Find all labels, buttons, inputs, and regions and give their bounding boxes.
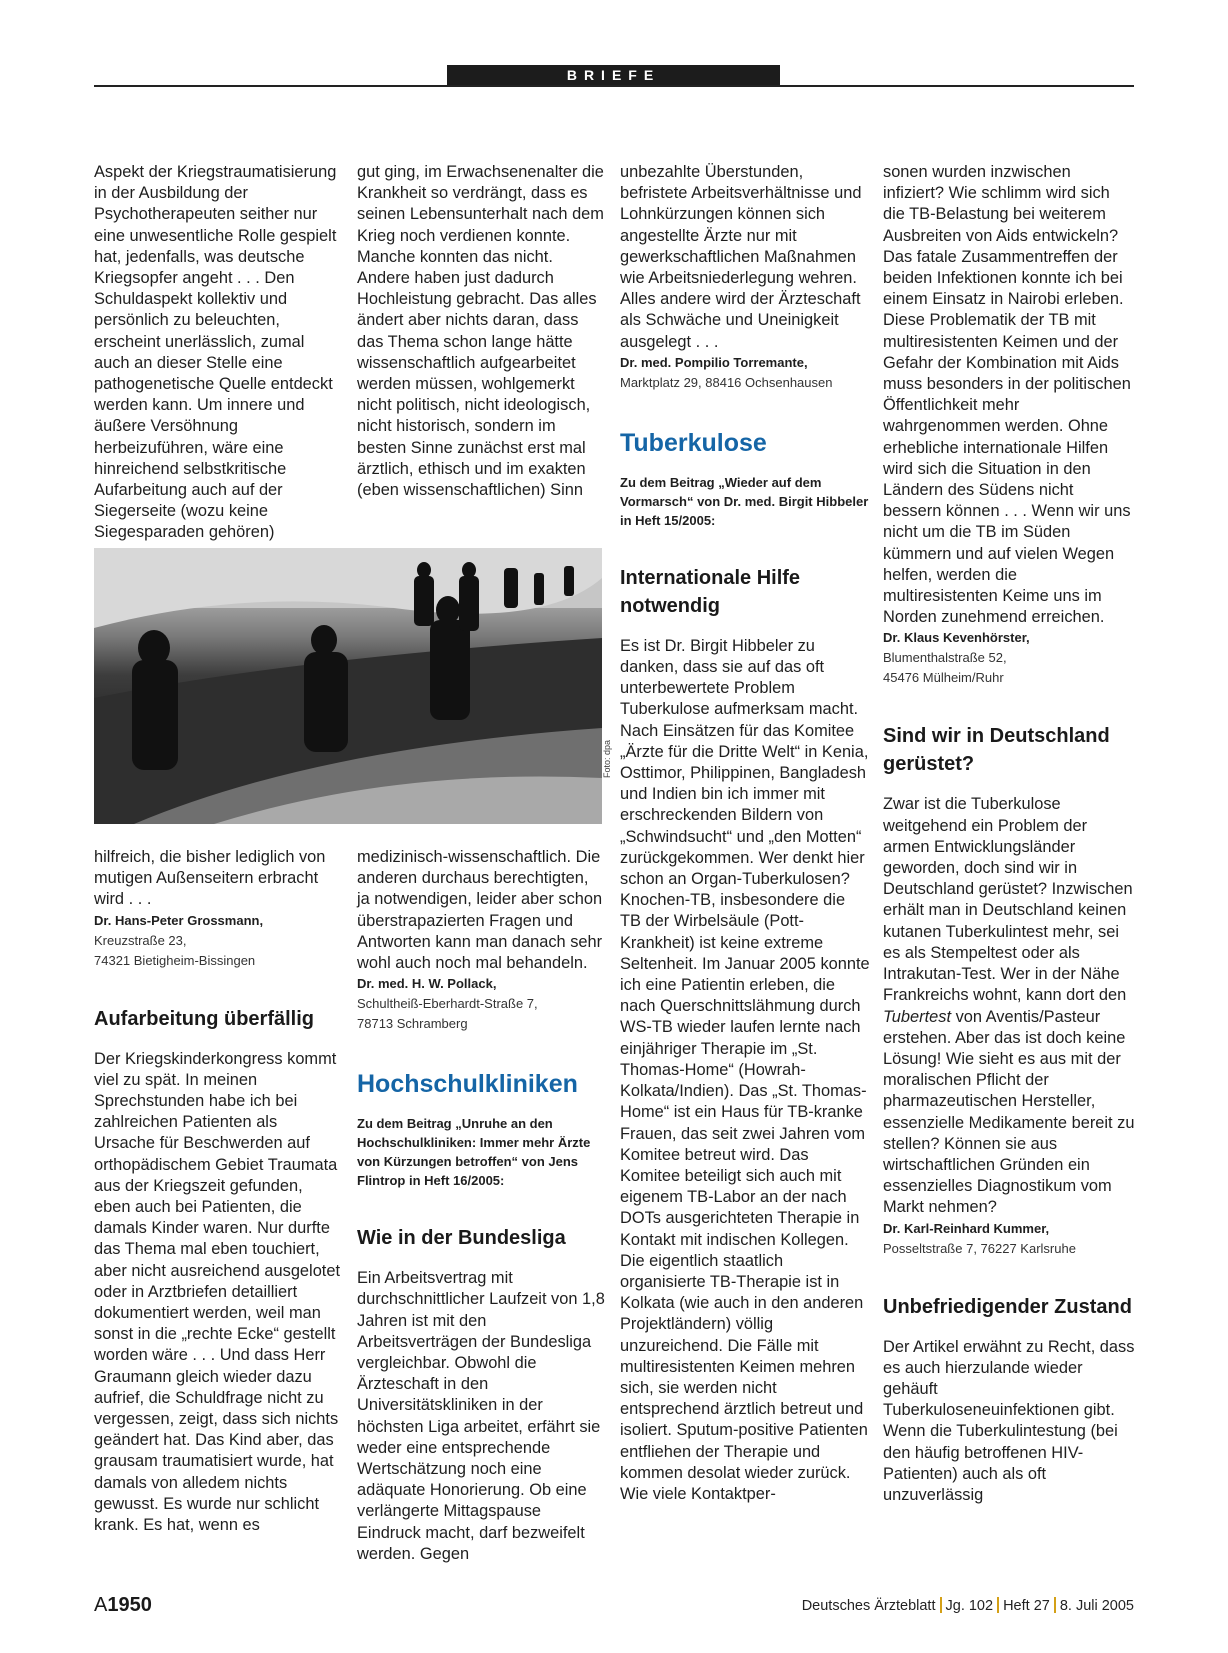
address-line: Schultheiß-Eberhardt-Straße 7, <box>357 996 538 1012</box>
journal-volume: Jg. 102 <box>945 1598 994 1614</box>
body-text: gut ging, im Erwachsenenalter die Krankheit so verdrängt, dass es seinen Lebensunterhalt nach dem Krieg noch verdienen konnte. Manche konnten das nicht. Andere haben just dadurch Hochleistung gebracht. Das alles ändert aber nichts daran, dass das Thema schon lange hätte wissenschaftlich aufgearbeitet werden müssen, wohlgemerkt nicht politisch, nicht ideologisch, nicht historisch, sondern im besten Sinne zunächst erst mal ärztlich, ethisch und im exakten (eben wissenschaftlichen) Sinn <box>357 163 604 500</box>
address-line: Blumenthalstraße 52, <box>883 650 1007 666</box>
photo-credit: Foto: dpa <box>602 739 612 778</box>
footer-separator <box>1054 1597 1056 1613</box>
footer-separator <box>940 1597 942 1613</box>
address-line: 74321 Bietigheim-Bissingen <box>94 952 256 968</box>
body-text: hilfreich, die bisher lediglich von mutigen Außenseitern erbracht wird . . . <box>94 848 326 909</box>
letter-subheading: Aufarbeitung überfällig <box>94 1007 314 1030</box>
letter-subheading: Sind wir in Deutschland gerüstet? <box>883 725 1110 776</box>
body-text-part: von Aventis/Pasteur erstehen. Aber das ist doch keine Lösung! Wie sieht es aus mit der moralischen Pflicht der pharmazeutischen Hersteller, essenzielle Medikamente bereit zu stellen? Können sie aus wirtschaftlichen Gründen ein essenzielles Diagnostikum vom Markt nehmen? <box>883 1007 1135 1217</box>
topic-heading: Tuberkulose <box>620 428 767 457</box>
footer-separator <box>997 1597 999 1613</box>
column-3 <box>620 162 870 1505</box>
page-number-value: 1950 <box>107 1594 152 1616</box>
column-1-top <box>94 162 342 544</box>
column-4 <box>883 162 1135 1506</box>
journal-issue: Heft 27 <box>1003 1598 1050 1614</box>
letter-subheading: Wie in der Bundesliga <box>357 1227 566 1250</box>
photo-refugees <box>94 548 602 824</box>
journal-name: Deutsches Ärzteblatt <box>801 1598 936 1614</box>
journal-date: 8. Juli 2005 <box>1059 1598 1134 1614</box>
address-line: Kreuzstraße 23, <box>94 932 187 948</box>
signature: Dr. Karl-Reinhard Kummer, <box>883 1220 1050 1236</box>
body-text: unbezahlte Überstunden, befristete Arbeitsverhältnisse und Lohnkürzungen können sich angestellte Ärzte nur mit gewerkschaftlichen Maßnahmen wie Arbeitsniederlegung wehren. Alles andere wird der Ärzteschaft als Schwäche und Uneinigkeit ausgelegt . . . <box>620 163 862 351</box>
body-text: Der Artikel erwähnt zu Recht, dass es auch hierzulande wieder gehäuft Tuberkuloseneuinfektionen gibt. Wenn die Tuberkulintestung (bei den häufig betroffenen HIV-Patienten) auch als oft unzuverlässig <box>883 1337 1135 1504</box>
body-text: sonen wurden inzwischen infiziert? Wie schlimm wird sich die TB-Belastung bei weiterem Ausbreiten von Aids entwickeln? Das fatale Zusammentreffen der beiden Infektionen konnte ich bei einem Einsatz in Nairobi erleben. Diese Problematik der TB mit multiresistenten Keimen und der Gefahr der Kombination mit Aids muss besonders in der politischen Öffentlichkeit mehr wahrgenommen werden. Ohne erhebliche internationale Hilfen wird sich die Situation in den Ländern des Südens nicht bessern können . . . Wenn wir uns nicht um die TB im Süden kümmern und auf vielen Wegen helfen, werden die multiresistenten Keime uns im Norden zunehmend erreichen. <box>883 163 1131 627</box>
column-1-bottom <box>94 847 342 1536</box>
photo-illustration <box>94 548 602 824</box>
body-text-part: Zwar ist die Tuberkulose weitgehend ein Problem der armen Entwicklungsländer geworden, doch sind wir in Deutschland gerüstet? Inzwischen erhält man in Deutschland keinen kutanen Tuberkulintest mehr, sei es als Stempeltest oder als Intrakutan-Test. Wer in der Nähe Frankreichs wohnt, kann dort den <box>883 795 1133 1005</box>
address-line: 45476 Mülheim/Ruhr <box>883 670 1004 686</box>
signature: Dr. Hans-Peter Grossmann, <box>94 912 264 928</box>
header-rule <box>94 85 1134 87</box>
address-line: 78713 Schramberg <box>357 1016 468 1032</box>
column-2-top <box>357 162 605 501</box>
body-text <box>883 794 1135 1218</box>
product-name: Tubertest <box>883 1007 952 1026</box>
body-text: Aspekt der Kriegstraumatisierung in der Ausbildung der Psychotherapeuten seither nur eine unwesentliche Rolle gespielt hat, jedenfalls, was deutsche Kriegsopfer angeht . . . Den Schuldaspekt kollektiv und persönlich zu beleuchten, erscheint unerlässlich, zumal auch an dieser Stelle eine pathogenetische Quelle entdeckt werden kann. Um innere und äußere Versöhnung herbeizuführen, wäre eine hinreichend selbstkritische Aufarbeitung auch auf der Siegerseite (wozu keine Siegesparaden gehören) <box>94 163 337 542</box>
article-reference: Zu dem Beitrag „Unruhe an den Hochschulkliniken: Immer mehr Ärzte von Kürzungen betroffen“ von Jens Flintrop in Heft 16/2005: <box>357 1116 591 1189</box>
signature: Dr. Klaus Kevenhörster, <box>883 630 1030 646</box>
letter-subheading: Unbefriedigender Zustand <box>883 1295 1132 1318</box>
journal-footer <box>802 1597 1134 1614</box>
signature: Dr. med. H. W. Pollack, <box>357 976 497 992</box>
column-2-bottom <box>357 847 605 1565</box>
body-text: Ein Arbeitsvertrag mit durchschnittlicher Laufzeit von 1,8 Jahren ist mit den Arbeitsverträgen der Bundesliga vergleichbar. Obwohl die Ärzteschaft in den Universitätskliniken in der höchsten Liga arbeitet, erfährt sie weder eine entsprechende Wertschätzung noch eine adäquate Honorierung. Ob eine verlängerte Mittagspause Eindruck macht, darf bezweifelt werden. Gegen <box>357 1269 605 1563</box>
article-reference: Zu dem Beitrag „Wieder auf dem Vormarsch“ von Dr. med. Birgit Hibbeler in Heft 15/2005: <box>620 474 869 528</box>
letter-subheading: Internationale Hilfe notwendig <box>620 566 801 617</box>
section-header: BRIEFE <box>447 65 780 86</box>
address-line: Posseltstraße 7, 76227 Karlsruhe <box>883 1240 1076 1256</box>
page-number <box>94 1594 152 1617</box>
signature: Dr. med. Pompilio Torremante, <box>620 354 808 370</box>
page-prefix: A <box>94 1594 108 1616</box>
body-text: medizinisch-wissenschaftlich. Die anderen durchaus berechtigten, ja notwendigen, leider aber schon überstrapazierten Fragen und Antworten kann man danach sehr wohl auch noch mal behandeln. <box>357 848 603 973</box>
body-text: Es ist Dr. Birgit Hibbeler zu danken, dass sie auf das oft unterbewertete Problem Tuberkulose aufmerksam macht. Nach Einsätzen für das Komitee „Ärzte für die Dritte Welt“ in Kenia, Osttimor, Philippinen, Bangladesh und Indien bin ich immer mit erschreckenden Bildern von „Schwindsucht“ und „den Motten“ zurückgekommen. Wer denkt hier schon an Organ-Tuberkulosen? Knochen-TB, insbesondere die TB der Wirbelsäule (Pott-Krankheit) ist keine extreme Seltenheit. Im Januar 2005 konnte ich eine Patientin erleben, die nach Querschnittslähmung durch WS-TB wieder laufen lernte nach einjähriger Therapie im „St. Thomas-Home“ (Howrah-Kolkata/Indien). Das „St. Thomas-Home“ ist ein Haus für TB-kranke Frauen, das seit zwei Jahren vom Komitee betreut wird. Das Komitee beteiligt sich auch mit eigenem TB-Labor an der nach DOTs ausgerichteten Therapie in Kontakt mit indischen Kollegen. Die eigentlich staatlich organisierte TB-Therapie ist in Kolkata (wie auch in den anderen Projektländern) völlig unzureichend. Die Fälle mit multiresistenten Keimen mehren sich, sie werden nicht entsprechend ärztlich betreut und isoliert. Sputum-positive Patienten entfliehen der Therapie und kommen desolat wieder zurück. Wie viele Kontaktper- <box>620 636 870 1503</box>
body-text: Der Kriegskinderkongress kommt viel zu spät. In meinen Sprechstunden habe ich bei zahlreichen Patienten als Ursache für Beschwerden auf orthopädischem Gebiet Traumata aus der Kriegszeit gefunden, eben auch bei Patienten, die damals Kinder waren. Nur durfte das Thema mal eben touchiert, aber nicht ausreichend ausgelotet oder in Arztbriefen detailliert dokumentiert werden, weil man sonst in die „rechte Ecke“ gestellt worden wäre . . . Und dass Herr Graumann gleich wieder dazu aufrief, die Schuldfrage nicht zu vergessen, zeigt, dass sich nichts geändert hat. Das Kind aber, das grausam traumatisiert wurde, hat damals von alledem nichts gewusst. Es wurde nur schlicht krank. Es hat, wenn es <box>94 1049 341 1535</box>
topic-heading: Hochschulkliniken <box>357 1070 578 1099</box>
address-line: Marktplatz 29, 88416 Ochsenhausen <box>620 374 833 390</box>
